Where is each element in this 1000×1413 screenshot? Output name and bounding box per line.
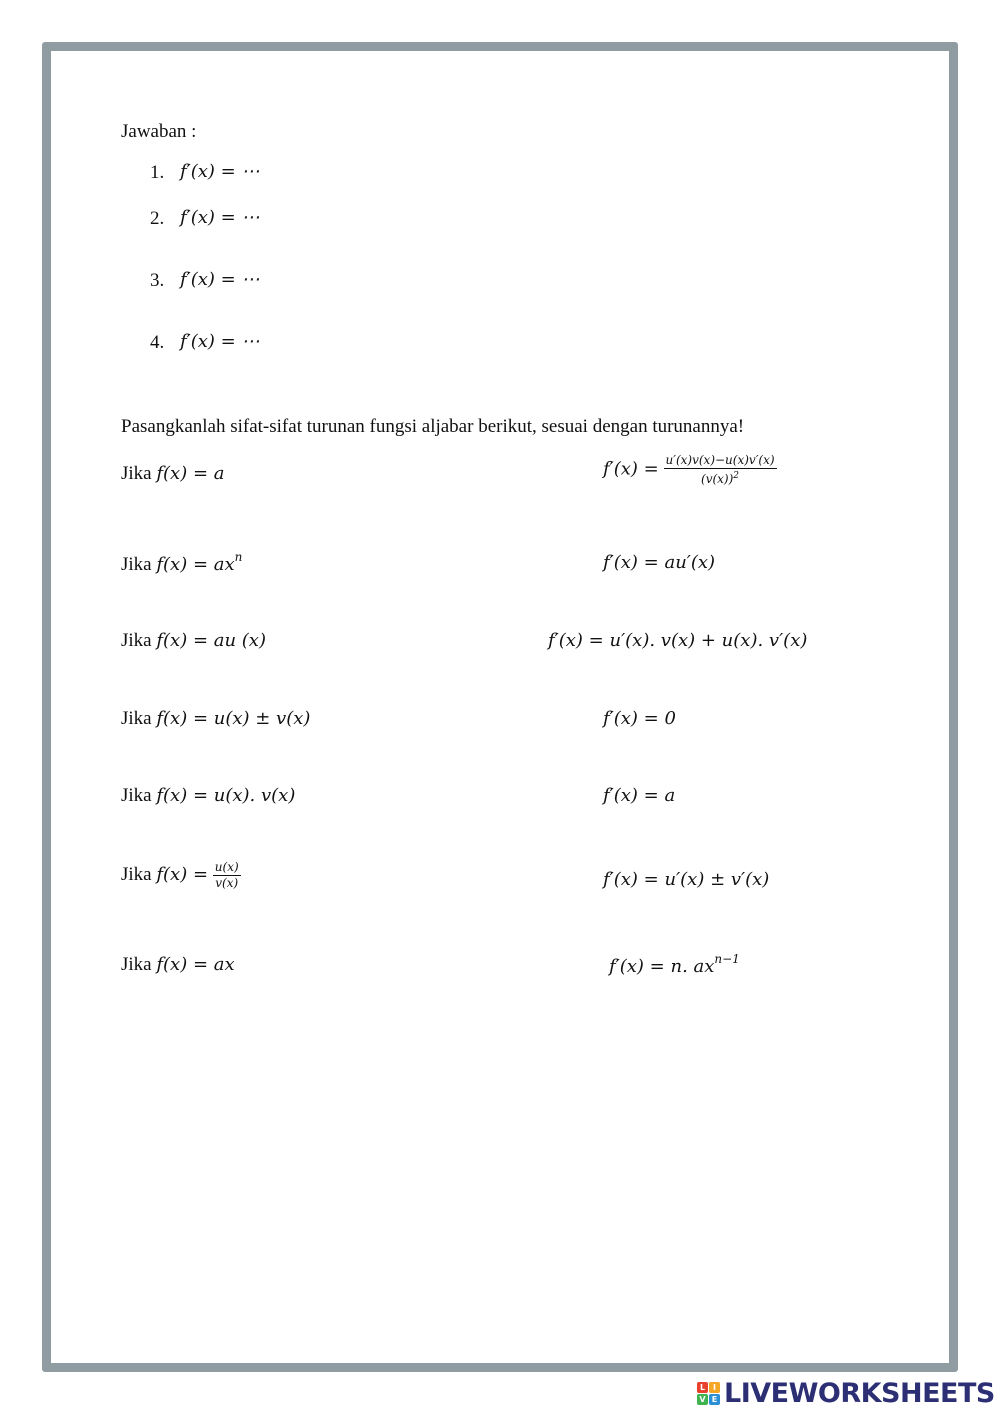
left-item-2-exponent: n [234,550,243,564]
jika-label: Jika [121,785,152,806]
jika-label: Jika [121,954,152,975]
answer-label: Jawaban : [121,121,197,142]
liveworksheets-logo-icon [697,1382,720,1405]
right-item-5-expression: f′(x) = a [603,785,676,806]
brand-name: LIVEWORKSHEETS [724,1378,995,1409]
left-item-1-expression: f(x) = a [156,463,225,484]
answer-1-expression: f′(x) = ⋯ [180,161,260,182]
left-item-2-expression [156,550,243,575]
answer-4-expression: f′(x) = ⋯ [180,331,260,352]
right-item-7-expression [609,954,740,977]
logo-letter-e: E [709,1394,720,1405]
left-item-4-expression: f(x) = u(x) ± v(x) [156,708,311,729]
right-item-3-expression: f′(x) = u′(x). v(x) + u(x). v′(x) [548,630,808,651]
logo-letter-i: I [709,1382,720,1393]
left-item-3 [121,630,266,652]
fraction-numerator: u(x) [214,860,239,874]
jika-label: Jika [121,863,152,885]
page-border [42,42,958,1372]
answer-2-expression: f′(x) = ⋯ [180,207,260,228]
answer-3-expression: f′(x) = ⋯ [180,269,260,290]
answer-4-number: 4. [150,332,165,353]
right-item-1-prefix: f′(x) = [603,458,659,480]
left-item-7-expression: f(x) = ax [156,954,235,975]
right-item-7-exponent: n−1 [714,952,740,966]
left-item-5-expression: f(x) = u(x). v(x) [156,785,296,806]
jika-label: Jika [121,630,152,651]
left-item-7 [121,954,235,976]
answer-1-number: 1. [150,162,165,183]
left-item-4 [121,708,310,730]
jika-label: Jika [121,708,152,729]
logo-letter-v: V [697,1394,708,1405]
denominator-exponent: 2 [733,471,740,481]
left-item-2 [121,552,242,576]
answer-3-number: 3. [150,270,165,291]
right-item-4-expression: f′(x) = 0 [603,708,676,729]
right-item-1 [603,453,777,487]
fraction-denominator [699,469,741,487]
left-item-2-base: f(x) = ax [156,554,235,575]
left-item-5 [121,785,295,807]
right-item-1-fraction [664,453,777,487]
right-item-7-base: f′(x) = n. ax [609,956,715,977]
fraction-numerator: u′(x)v(x)−u(x)v′(x) [665,453,775,467]
answer-2-number: 2. [150,208,165,229]
instruction-text: Pasangkanlah sifat-sifat turunan fungsi aljabar berikut, sesuai dengan turunannya! [121,416,745,437]
logo-letter-l: L [697,1382,708,1393]
right-item-2-expression: f′(x) = au′(x) [603,552,716,573]
jika-label: Jika [121,463,152,484]
jika-label: Jika [121,554,152,575]
left-item-1 [121,463,224,485]
denominator-base: (v(x)) [701,472,734,486]
left-item-6-fraction [213,860,241,891]
liveworksheets-brand [697,1378,995,1409]
right-item-6-expression: f′(x) = u′(x) ± v′(x) [603,869,770,890]
left-item-6-prefix: f(x) = [156,863,209,885]
fraction-denominator: v(x) [215,876,239,890]
left-item-3-expression: f(x) = au (x) [156,630,266,651]
left-item-6 [121,860,241,891]
